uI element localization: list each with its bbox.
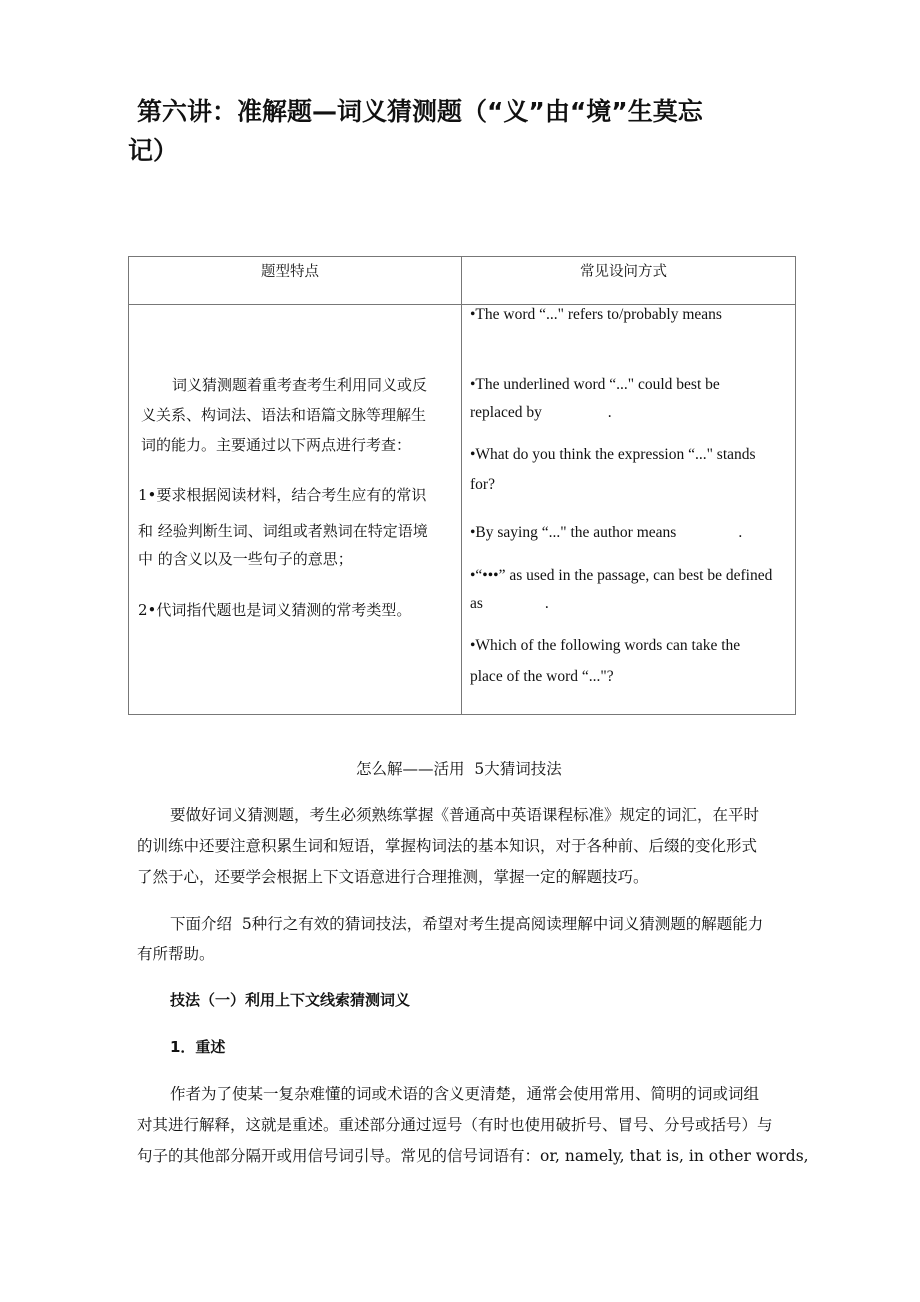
right-cell-line: •The underlined word “..." could best be <box>470 376 720 393</box>
header-question-forms: 常见设问方式 <box>580 264 667 280</box>
paragraph-line: 作者为了使某一复杂难懂的词或术语的含义更清楚，通常会使用常用、简明的词或词组 <box>170 1085 760 1103</box>
paragraph-line: 的训练中还要注意积累生词和短语，掌握构词法的基本知识，对于各种前、后缀的变化形式 <box>137 837 758 855</box>
header-features: 题型特点 <box>261 264 319 280</box>
right-cell-line: for? <box>470 476 495 493</box>
right-cell-line: •What do you think the expression “..." stands <box>470 446 756 463</box>
right-cell-line: as . <box>470 595 549 612</box>
paragraph-line: 句子的其他部分隔开或用信号词引导。常见的信号词语有：or, namely, that is, in other words, <box>137 1147 809 1165</box>
paragraph-line: 了然于心，还要学会根据上下文语意进行合理推测，掌握一定的解题技巧。 <box>137 868 649 886</box>
left-cell-line: 词的能力。主要通过以下两点进行考查： <box>141 436 412 454</box>
technique-heading: 技法（一）利用上下文线索猜测词义 <box>170 991 411 1009</box>
question-type-table <box>128 256 796 715</box>
left-cell-line: 和 经验判断生词、词组或者熟词在特定语境 <box>138 522 428 540</box>
left-cell-line: 词义猜测题着重考查考生利用同义或反 <box>172 376 428 394</box>
section-heading: 怎么解——活用 5大猜词技法 <box>356 760 562 778</box>
right-cell-line: replaced by . <box>470 404 612 421</box>
paragraph-line: 对其进行解释，这就是重述。重述部分通过逗号（有时也使用破折号、冒号、分号或括号）与 <box>137 1116 773 1134</box>
left-cell-line: 1•要求根据阅读材料，结合考生应有的常识 <box>138 486 427 504</box>
paragraph-line: 有所帮助。 <box>137 945 215 963</box>
paragraph-line: 下面介绍 5种行之有效的猜词技法，希望对考生提高阅读理解中词义猜测题的解题能力 <box>170 915 764 933</box>
right-cell-line: •The word “..." refers to/probably means <box>470 306 722 323</box>
header-divider <box>129 304 795 305</box>
page-title-line1: 第六讲：准解题—词义猜测题（“义”由“境”生莫忘 <box>137 97 703 126</box>
right-cell-line: •Which of the following words can take the <box>470 637 741 654</box>
page-title-line2: 记） <box>128 136 179 165</box>
left-cell-line: 2•代词指代题也是词义猜测的常考类型。 <box>138 601 412 619</box>
right-cell-line: place of the word “..."? <box>470 668 614 685</box>
sub-heading: 1．重述 <box>170 1038 226 1056</box>
left-cell-line: 中 的含义以及一些句子的意思； <box>138 550 353 568</box>
right-cell-line: •By saying “..." the author means . <box>470 524 743 541</box>
paragraph-line: 要做好词义猜测题，考生必须熟练掌握《普通高中英语课程标准》规定的词汇，在平时 <box>170 806 760 824</box>
right-cell-line: •“•••” as used in the passage, can best be defined <box>470 567 773 584</box>
column-divider <box>461 257 462 714</box>
left-cell-line: 义关系、构词法、语法和语篇文脉等理解生 <box>141 406 427 424</box>
